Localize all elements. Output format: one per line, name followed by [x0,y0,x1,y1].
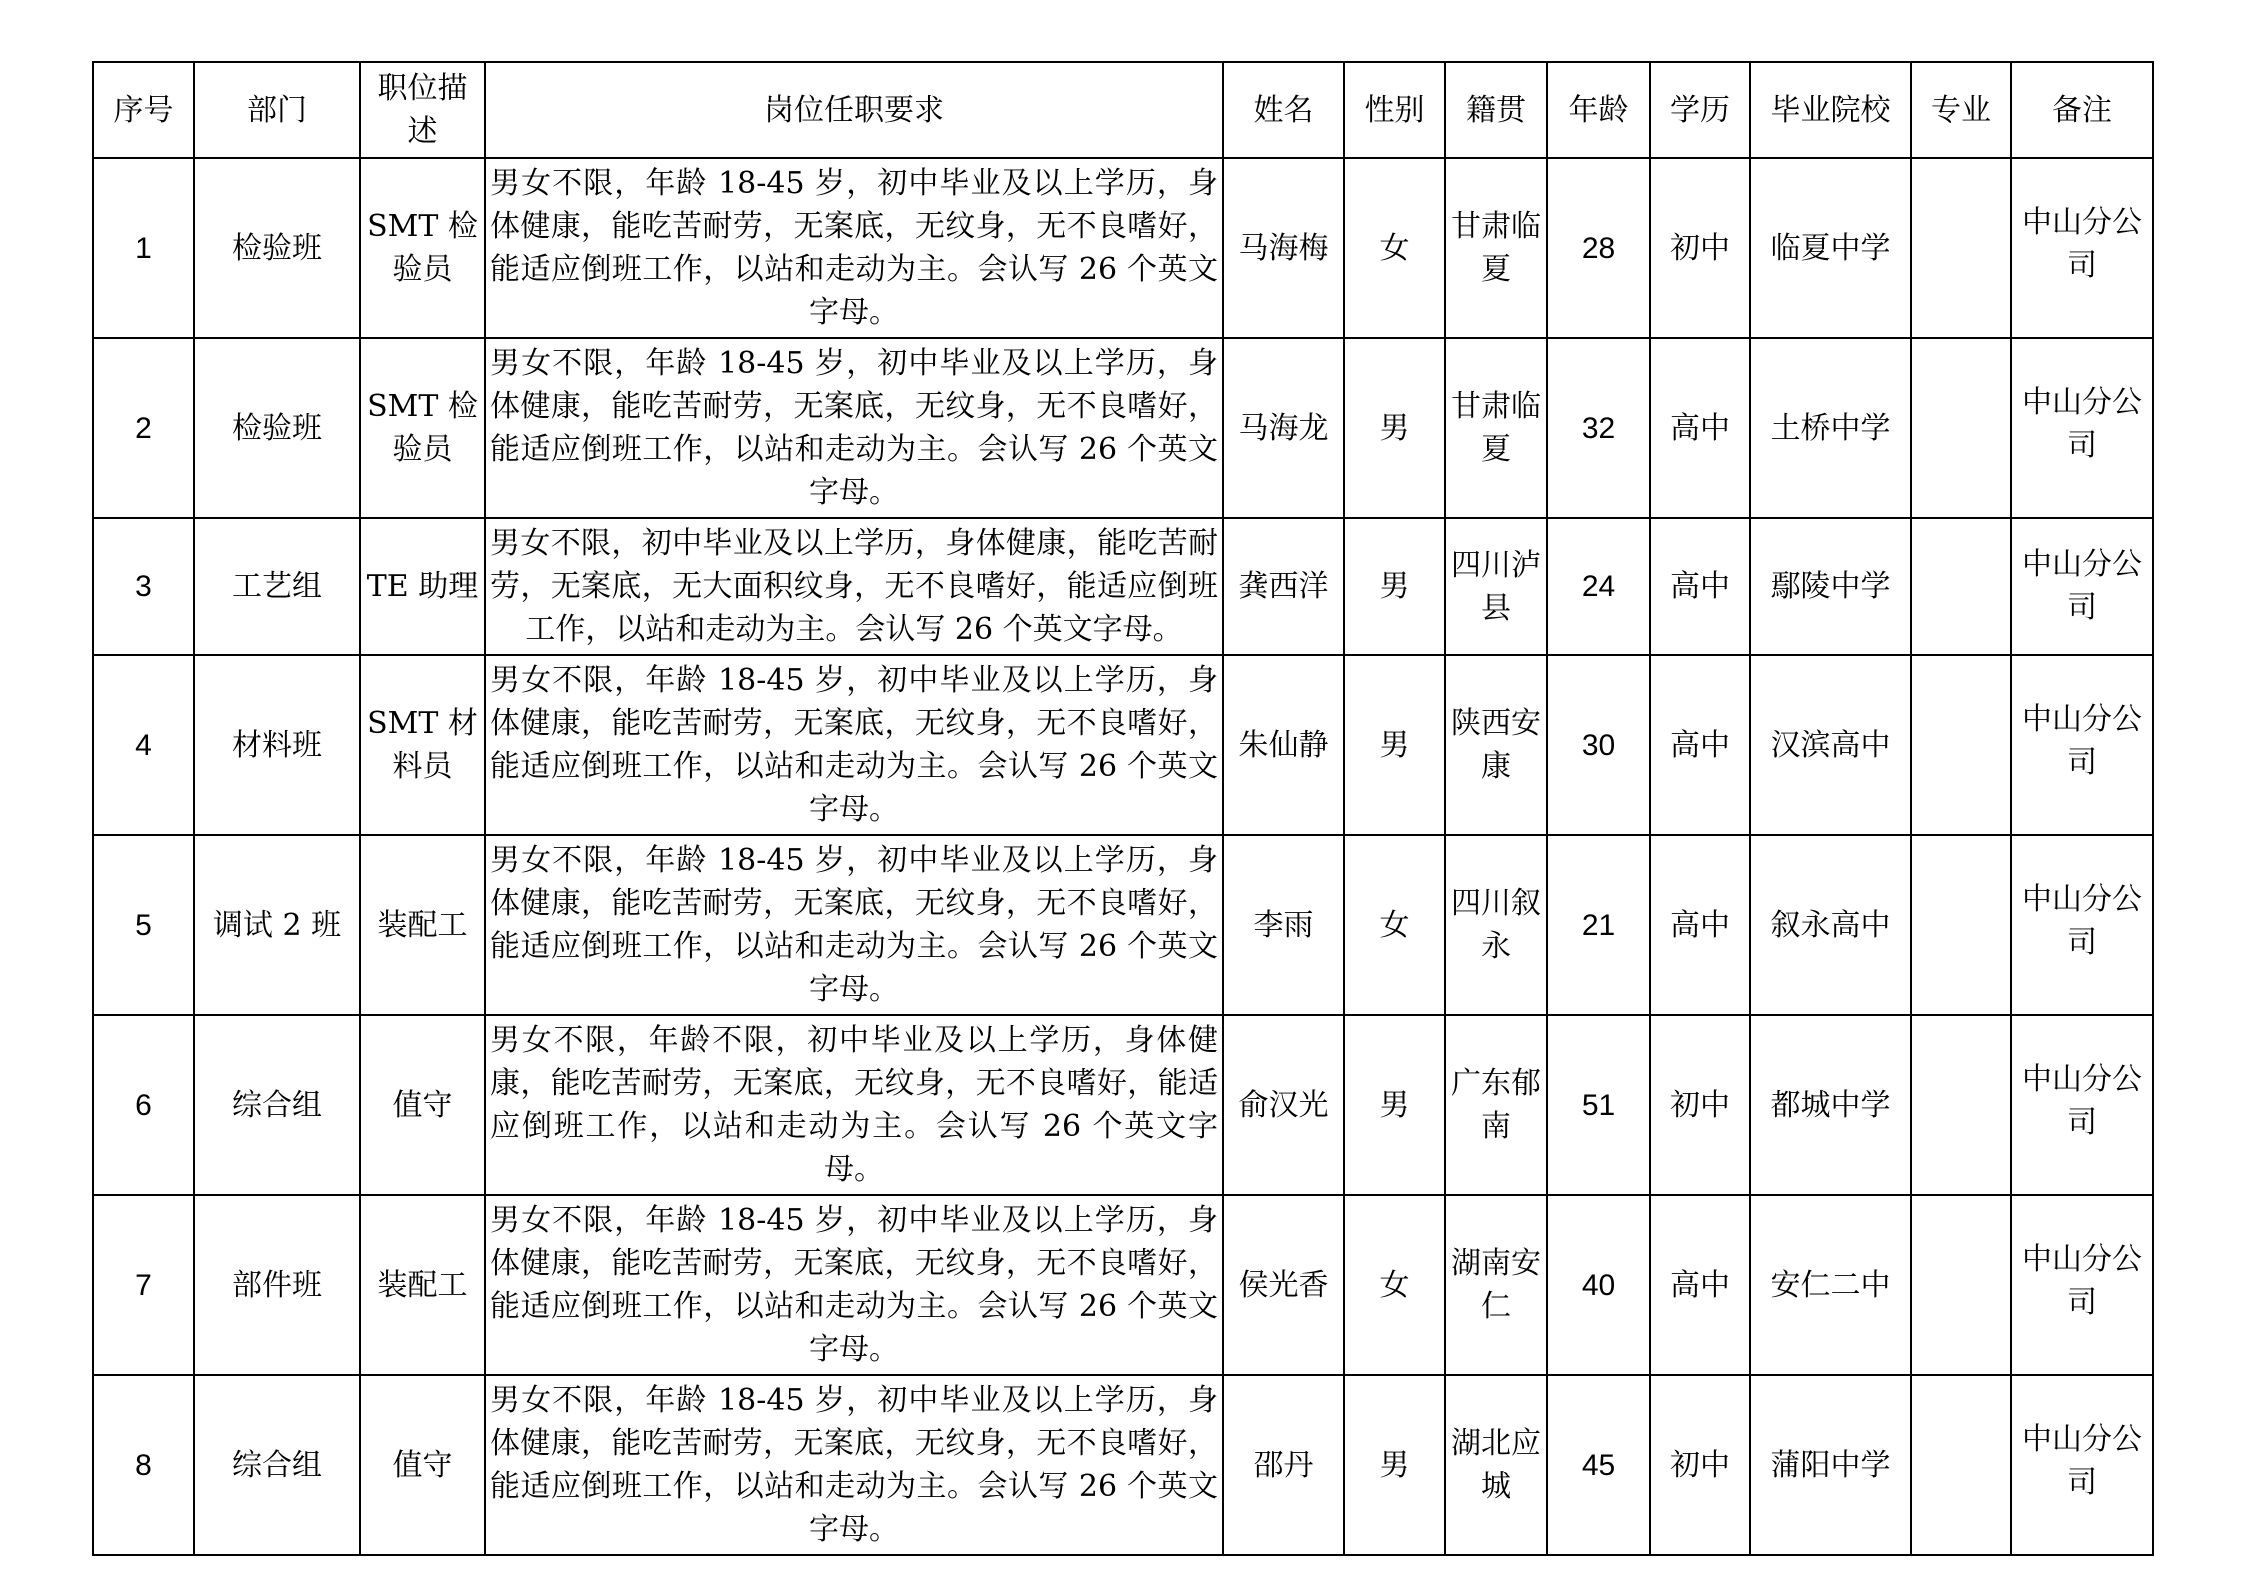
cell-major [1911,1375,2011,1555]
cell-major [1911,835,2011,1015]
cell-education: 初中 [1650,1375,1750,1555]
cell-no: 3 [93,518,194,655]
cell-school: 叙永高中 [1750,835,1911,1015]
cell-age: 40 [1547,1195,1650,1375]
cell-major [1911,518,2011,655]
table-row [93,338,2153,518]
cell-remark: 中山分公司 [2011,1015,2153,1195]
staff-roster-table [92,61,2154,1556]
table-row [93,835,2153,1015]
cell-gender: 男 [1344,655,1445,835]
header-position: 职位描述 [360,62,485,158]
cell-dept: 检验班 [194,338,360,518]
cell-origin: 甘肃临夏 [1445,338,1547,518]
table-row [93,655,2153,835]
cell-position: 值守 [360,1375,485,1555]
cell-age: 45 [1547,1375,1650,1555]
document-page [92,61,2154,1556]
cell-no: 7 [93,1195,194,1375]
cell-no: 1 [93,158,194,338]
cell-origin: 四川泸县 [1445,518,1547,655]
cell-no: 5 [93,835,194,1015]
header-gender: 性别 [1344,62,1445,158]
cell-education: 高中 [1650,338,1750,518]
cell-remark: 中山分公司 [2011,655,2153,835]
cell-requirement: 男女不限，年龄 18-45 岁，初中毕业及以上学历，身体健康，能吃苦耐劳，无案底，无纹身，无不良嗜好，能适应倒班工作，以站和走动为主。会认写 26 个英文字母。 [485,655,1223,835]
cell-gender: 男 [1344,1375,1445,1555]
cell-school: 土桥中学 [1750,338,1911,518]
cell-remark: 中山分公司 [2011,518,2153,655]
cell-major [1911,655,2011,835]
cell-school: 蒲阳中学 [1750,1375,1911,1555]
cell-position: 装配工 [360,835,485,1015]
cell-name: 俞汉光 [1223,1015,1344,1195]
cell-requirement: 男女不限，年龄不限，初中毕业及以上学历，身体健康，能吃苦耐劳，无案底，无纹身，无不良嗜好，能适应倒班工作，以站和走动为主。会认写 26 个英文字母。 [485,1015,1223,1195]
table-row [93,1195,2153,1375]
header-row [93,62,2153,158]
cell-major [1911,1015,2011,1195]
cell-gender: 女 [1344,158,1445,338]
cell-requirement: 男女不限，年龄 18-45 岁，初中毕业及以上学历，身体健康，能吃苦耐劳，无案底，无纹身，无不良嗜好，能适应倒班工作，以站和走动为主。会认写 26 个英文字母。 [485,158,1223,338]
cell-requirement: 男女不限，年龄 18-45 岁，初中毕业及以上学历，身体健康，能吃苦耐劳，无案底，无纹身，无不良嗜好，能适应倒班工作，以站和走动为主。会认写 26 个英文字母。 [485,1375,1223,1555]
cell-origin: 湖南安仁 [1445,1195,1547,1375]
cell-position: SMT 检验员 [360,158,485,338]
cell-no: 4 [93,655,194,835]
table-body [93,158,2153,1555]
cell-age: 21 [1547,835,1650,1015]
cell-gender: 男 [1344,338,1445,518]
cell-remark: 中山分公司 [2011,835,2153,1015]
header-remark: 备注 [2011,62,2153,158]
cell-name: 龚西洋 [1223,518,1344,655]
cell-school: 都城中学 [1750,1015,1911,1195]
cell-dept: 材料班 [194,655,360,835]
header-no: 序号 [93,62,194,158]
cell-education: 高中 [1650,655,1750,835]
cell-remark: 中山分公司 [2011,158,2153,338]
cell-age: 51 [1547,1015,1650,1195]
cell-no: 8 [93,1375,194,1555]
cell-age: 30 [1547,655,1650,835]
cell-gender: 男 [1344,518,1445,655]
cell-education: 高中 [1650,1195,1750,1375]
cell-gender: 男 [1344,1015,1445,1195]
cell-remark: 中山分公司 [2011,1195,2153,1375]
cell-position: SMT 材料员 [360,655,485,835]
cell-school: 汉滨高中 [1750,655,1911,835]
table-row [93,158,2153,338]
cell-position: SMT 检验员 [360,338,485,518]
cell-school: 临夏中学 [1750,158,1911,338]
cell-gender: 女 [1344,1195,1445,1375]
cell-dept: 部件班 [194,1195,360,1375]
cell-requirement: 男女不限，年龄 18-45 岁，初中毕业及以上学历，身体健康，能吃苦耐劳，无案底，无纹身，无不良嗜好，能适应倒班工作，以站和走动为主。会认写 26 个英文字母。 [485,338,1223,518]
cell-age: 28 [1547,158,1650,338]
cell-origin: 广东郁南 [1445,1015,1547,1195]
cell-dept: 综合组 [194,1375,360,1555]
cell-remark: 中山分公司 [2011,1375,2153,1555]
cell-name: 马海梅 [1223,158,1344,338]
cell-position: 装配工 [360,1195,485,1375]
header-requirement: 岗位任职要求 [485,62,1223,158]
cell-dept: 综合组 [194,1015,360,1195]
header-age: 年龄 [1547,62,1650,158]
header-origin: 籍贯 [1445,62,1547,158]
cell-origin: 湖北应城 [1445,1375,1547,1555]
cell-remark: 中山分公司 [2011,338,2153,518]
cell-origin: 陕西安康 [1445,655,1547,835]
cell-education: 初中 [1650,1015,1750,1195]
header-dept: 部门 [194,62,360,158]
cell-requirement: 男女不限，年龄 18-45 岁，初中毕业及以上学历，身体健康，能吃苦耐劳，无案底，无纹身，无不良嗜好，能适应倒班工作，以站和走动为主。会认写 26 个英文字母。 [485,835,1223,1015]
cell-major [1911,1195,2011,1375]
cell-education: 高中 [1650,518,1750,655]
cell-requirement: 男女不限，初中毕业及以上学历，身体健康，能吃苦耐劳，无案底，无大面积纹身，无不良嗜好，能适应倒班工作，以站和走动为主。会认写 26 个英文字母。 [485,518,1223,655]
header-school: 毕业院校 [1750,62,1911,158]
cell-position: 值守 [360,1015,485,1195]
header-education: 学历 [1650,62,1750,158]
cell-dept: 工艺组 [194,518,360,655]
cell-age: 32 [1547,338,1650,518]
cell-dept: 调试 2 班 [194,835,360,1015]
cell-origin: 甘肃临夏 [1445,158,1547,338]
table-header [93,62,2153,158]
cell-education: 初中 [1650,158,1750,338]
cell-dept: 检验班 [194,158,360,338]
table-row [93,518,2153,655]
cell-education: 高中 [1650,835,1750,1015]
cell-requirement: 男女不限，年龄 18-45 岁，初中毕业及以上学历，身体健康，能吃苦耐劳，无案底，无纹身，无不良嗜好，能适应倒班工作，以站和走动为主。会认写 26 个英文字母。 [485,1195,1223,1375]
cell-school: 鄢陵中学 [1750,518,1911,655]
header-major: 专业 [1911,62,2011,158]
cell-gender: 女 [1344,835,1445,1015]
header-name: 姓名 [1223,62,1344,158]
cell-no: 2 [93,338,194,518]
cell-name: 朱仙静 [1223,655,1344,835]
cell-name: 邵丹 [1223,1375,1344,1555]
cell-no: 6 [93,1015,194,1195]
table-row [93,1375,2153,1555]
cell-major [1911,338,2011,518]
cell-major [1911,158,2011,338]
cell-school: 安仁二中 [1750,1195,1911,1375]
cell-name: 侯光香 [1223,1195,1344,1375]
cell-age: 24 [1547,518,1650,655]
cell-name: 李雨 [1223,835,1344,1015]
cell-name: 马海龙 [1223,338,1344,518]
table-row [93,1015,2153,1195]
cell-origin: 四川叙永 [1445,835,1547,1015]
cell-position: TE 助理 [360,518,485,655]
